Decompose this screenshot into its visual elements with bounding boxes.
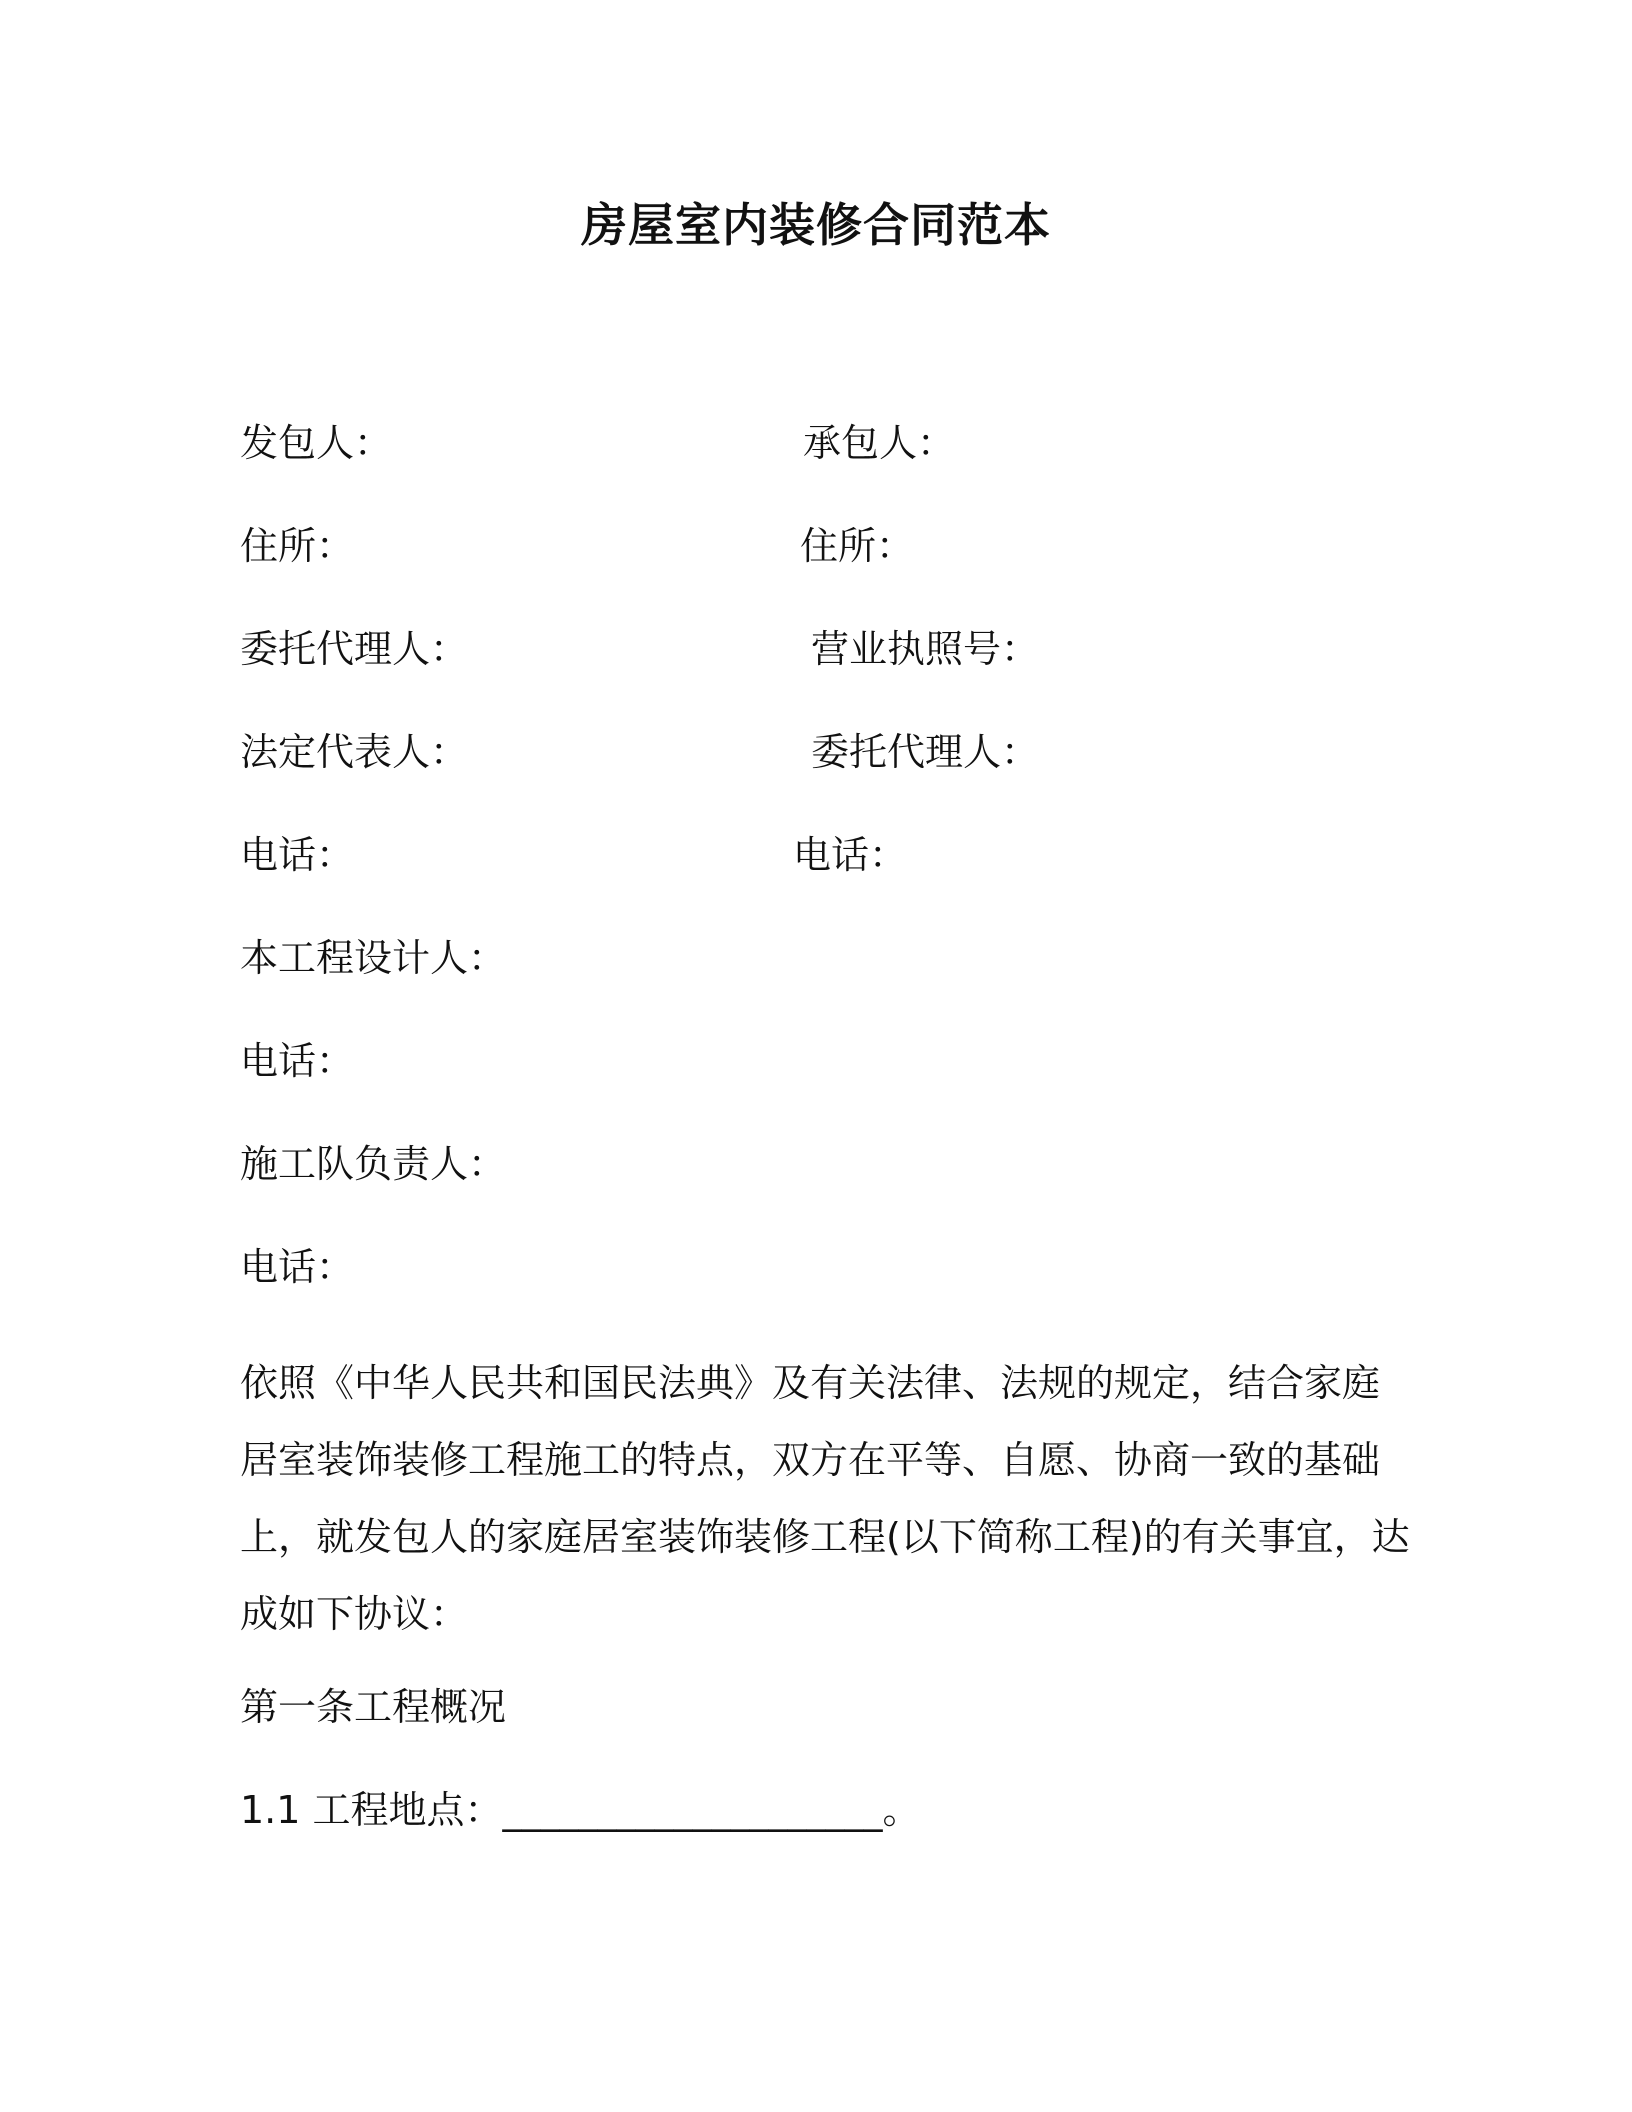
business-license-field: 营业执照号：: [811, 627, 1040, 671]
employer-address-field: 住所：: [240, 524, 355, 568]
contractor-agent-field: 委托代理人：: [811, 730, 1040, 774]
intro-line: 上，就发包人的家庭居室装饰装修工程(以下简称工程)的有关事宜，达: [240, 1515, 1410, 1559]
article-1-heading: 第一条工程概况: [240, 1685, 507, 1729]
legal-representative-field: 法定代表人：: [240, 730, 469, 774]
crew-leader-field: 施工队负责人：: [240, 1142, 507, 1186]
intro-line: 依照《中华人民共和国民法典》及有关法律、法规的规定，结合家庭: [240, 1361, 1381, 1405]
contractor-phone-field: 电话：: [793, 833, 908, 877]
employer-field: 发包人：: [240, 421, 393, 465]
article-1-item-1: 1.1 工程地点：____________________。: [240, 1788, 921, 1832]
document-title: 房屋室内装修合同范本: [581, 198, 1051, 252]
contractor-field: 承包人：: [803, 421, 956, 465]
employer-phone-field: 电话：: [240, 833, 355, 877]
contractor-address-field: 住所：: [800, 524, 915, 568]
intro-line: 成如下协议：: [240, 1592, 469, 1636]
designer-field: 本工程设计人：: [240, 936, 507, 980]
intro-line: 居室装饰装修工程施工的特点，双方在平等、自愿、协商一致的基础: [240, 1438, 1381, 1482]
intro-paragraph: [240, 1345, 1410, 1653]
employer-agent-field: 委托代理人：: [240, 627, 469, 671]
designer-phone-field: 电话：: [240, 1039, 355, 1083]
crew-leader-phone-field: 电话：: [240, 1245, 355, 1289]
